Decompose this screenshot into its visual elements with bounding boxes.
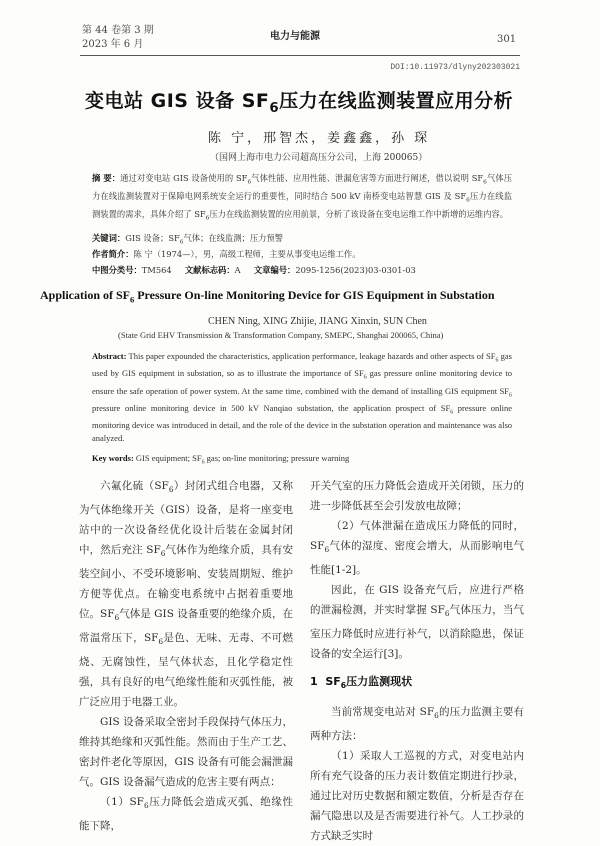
paragraph: （2）气体泄漏在造成压力降低的同时，$SF_6$气体的湿度、密度会增大，从而影响电气性能[1-2]。	[310, 520, 524, 577]
abstract-en: Abstract: This paper expounded the characteristics, application performance, leakage hazards and other aspects of $SF_6$ gas used by GIS equipment in substation, so as to illustrate the importance of $SF_6$ gas pressure online monitoring device to ensure the safe operation of power system. At the same time, combined with the demand of installing GIS equipment $SF_6$ pressure online monitoring device in 500 kV Nanqiao substation, the application prospect of $SF_6$ pressure online monitoring device was introduced in detail, and the role of the device in the substation operation and maintenance was also analyzed.	[92, 351, 512, 443]
paragraph: 六氟化硫$(SF_6)$封闭式组合电器，又称为气体绝缘开关（GIS）设备，是将一座变电站中的一次设备经优化设计后装在金属封闭中，然后充注 $SF_6$气体作为绝缘介质，具有安装空间小、不受环境影响、安装周期短、维护方便等优点。在输变电系统中占据着重要地位。$SF_6$气体是 GIS 设备重要的绝缘介质，在常温常压下，$SF_6$是色、无味、无毒、不可燃烧、无腐蚀性，呈气体状态，且化学稳定性强，具有良好的电气绝缘性能和灭弧性能，被广泛应用于电器工业。	[79, 480, 294, 709]
keywords-en: Key words: GIS equipment; $SF_6$ gas; on-line monitoring; pressure warning	[92, 453, 350, 466]
journal-volume: 第 44 卷第 3 期	[82, 25, 154, 36]
journal-name: 电力与能源	[270, 31, 320, 42]
english-title: Application of $SF_6$ Pressure On-line Monitoring Device for GIS Equipment in Substation	[40, 288, 495, 305]
header-rule	[80, 55, 520, 56]
affiliation-en: (State Grid EHV Transmission & Transformation Company, SMEPC, Shanghai 200065, China)	[118, 330, 444, 340]
paragraph: （1）采取人工巡视的方式，对变电站内所有充气设备的压力表计数值定期进行抄录，通过比对历史数据和额定数值，分析是否存在漏气隐患以及是否需要进行补气。人工抄录的方式缺乏实时	[310, 750, 524, 843]
journal-date: 2023 年 6 月	[82, 39, 144, 50]
page-number: 301	[497, 34, 517, 45]
keywords-cn: 关键词：GIS 设备；$SF_6$气体；在线监测；压力预警	[92, 233, 284, 246]
doi: DOI:10.11973/dlyny202303021	[390, 63, 520, 72]
section-heading: 1 $SF_6$压力监测现状	[310, 675, 413, 691]
abstract-cn: 摘 要：通过对变电站 GIS 设备使用的 $SF_6$气体性能、应用性能、泄漏危害等方面进行阐述，借以说明 $SF_6$气体压力在线监测装置对于保障电网系统安全运行的重要性，同时结合 500 kV 南桥变电站智慧 GIS 及 $SF_6$压力在线监测装置的需求，具体介绍了 $SF_6$压力在线监测装置的应用前景，分析了该设备在变电运维工作中新增的运维内容。	[92, 173, 512, 222]
author-bio: 作者简介：陈 宁（1974—），男，高级工程师，主要从事变电运维工作。	[92, 249, 361, 259]
paragraph: 开关气室的压力降低会造成开关闭锁，压力的进一步降低甚至会引发放电故障；	[310, 480, 524, 512]
authors-en: CHEN Ning, XING Zhijie, JIANG Xinxin, SUN Chen	[208, 316, 427, 327]
paragraph: 当前常规变电站对 $SF_6$的压力监测主要有两种方法：	[310, 706, 524, 743]
paragraph: 因此，在 GIS 设备充气后，应进行严格的泄漏检测，并实时掌握 $SF_6$气体压力，当气室压力降低时应进行补气，以消除隐患，保证设备的安全运行[3]。	[310, 584, 524, 661]
classification-line: 中图分类号：TM564 文献标志码：A 文章编号：2095-1256(2023)03-0301-03	[92, 265, 416, 275]
affiliation-cn: （国网上海市电力公司超高压分公司，上海 200065）	[210, 153, 428, 163]
page-title: 变电站 GIS 设备 $SF_6$压力在线监测装置应用分析	[85, 90, 514, 116]
body-column-right	[310, 476, 524, 846]
paragraph: GIS 设备采取全密封手段保持气体压力，维持其绝缘和灭弧性能。然而由于生产工艺、密封件老化等原因，GIS 设备有可能会漏泄漏气。GIS 设备漏气造成的危害主要有两点：	[79, 716, 293, 789]
body-column-left	[79, 476, 293, 836]
paragraph: $(1)SF_6$压力降低会造成灭弧、绝缘性能下降，	[79, 796, 293, 833]
authors-cn: 陈 宁，邢智杰，姜鑫鑫，孙 琛	[208, 131, 431, 146]
